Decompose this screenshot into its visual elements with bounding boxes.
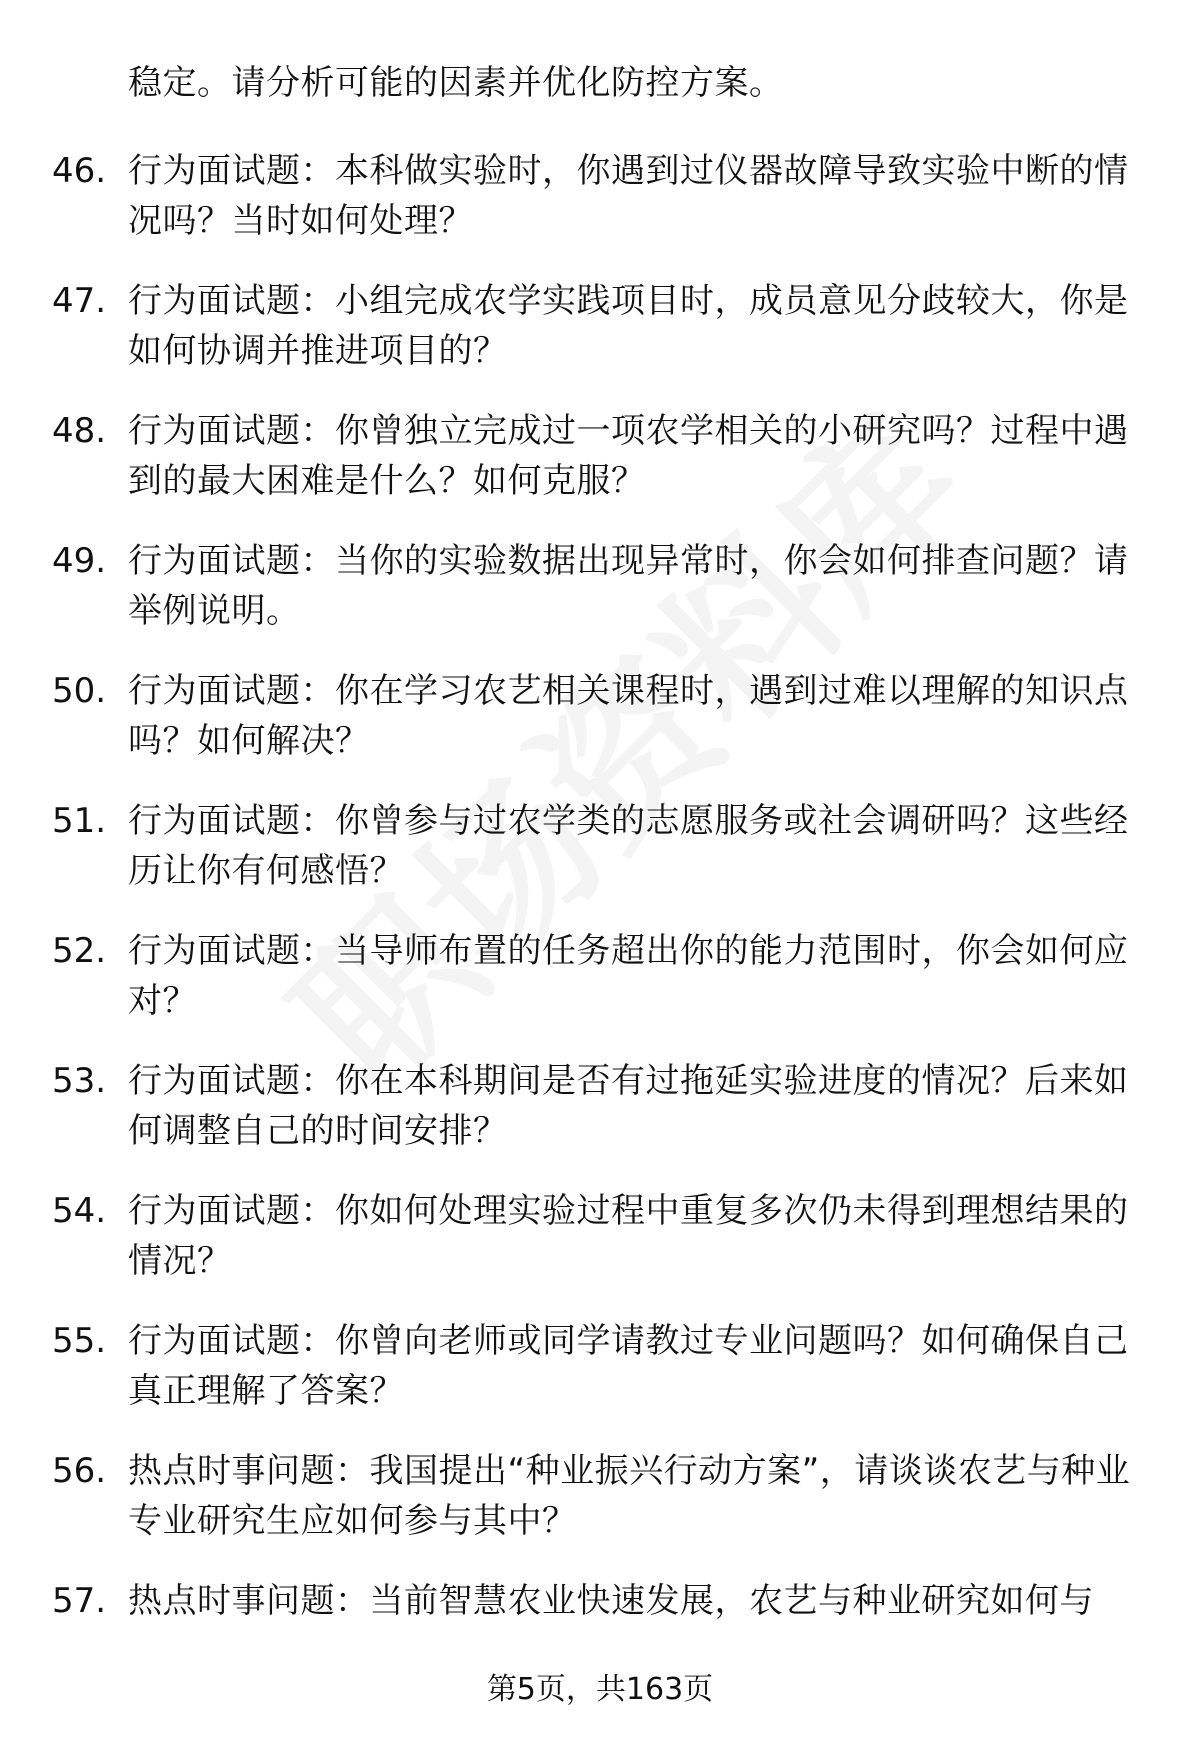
question-text: 热点时事问题：我国提出“种业振兴行动方案”，请谈谈农艺与种业专业研究生应如何参与其中？: [128, 1451, 1131, 1541]
question-number: 47.: [52, 281, 107, 321]
question-item-55: [0, 1316, 1200, 1446]
question-item-48: [0, 406, 1200, 536]
question-item-50: [0, 666, 1200, 796]
question-text: 行为面试题：你如何处理实验过程中重复多次仍未得到理想结果的情况？: [128, 1191, 1129, 1281]
question-number: 57.: [52, 1581, 107, 1621]
question-number: 49.: [52, 541, 107, 581]
page-footer: 第5页，共163页: [486, 1672, 714, 1707]
question-text: 行为面试题：你曾向老师或同学请教过专业问题吗？如何确保自己真正理解了答案？: [128, 1321, 1129, 1411]
question-number: 46.: [52, 151, 107, 191]
question-text: 行为面试题：你在本科期间是否有过拖延实验进度的情况？后来如何调整自己的时间安排？: [128, 1061, 1129, 1151]
question-text: 行为面试题：你曾参与过农学类的志愿服务或社会调研吗？这些经历让你有何感悟？: [128, 801, 1129, 891]
question-text: 行为面试题：你在学习农艺相关课程时，遇到过难以理解的知识点吗？如何解决？: [128, 671, 1129, 761]
question-text: 行为面试题：当导师布置的任务超出你的能力范围时，你会如何应对？: [128, 931, 1129, 1021]
question-text: 行为面试题：你曾独立完成过一项农学相关的小研究吗？过程中遇到的最大困难是什么？如何克服？: [128, 411, 1129, 501]
question-item-52: [0, 926, 1200, 1056]
question-number: 48.: [52, 411, 107, 451]
question-text: 热点时事问题：当前智慧农业快速发展，农艺与种业研究如何与: [128, 1581, 1094, 1621]
question-number: 51.: [52, 801, 107, 841]
question-text: 行为面试题：本科做实验时，你遇到过仪器故障导致实验中断的情况吗？当时如何处理？: [128, 151, 1129, 241]
question-item-47: [0, 276, 1200, 406]
question-number: 55.: [52, 1321, 107, 1361]
question-item-51: [0, 796, 1200, 926]
question-item-46: [0, 146, 1200, 276]
question-item-49: [0, 536, 1200, 666]
question-text: 行为面试题：当你的实验数据出现异常时，你会如何排查问题？请举例说明。: [128, 541, 1129, 631]
question-item-56: [0, 1446, 1200, 1576]
question-number: 56.: [52, 1451, 107, 1491]
question-number: 52.: [52, 931, 107, 971]
question-text: 行为面试题：小组完成农学实践项目时，成员意见分歧较大，你是如何协调并推进项目的？: [128, 281, 1129, 371]
question-item-53: [0, 1056, 1200, 1186]
question-number: 50.: [52, 671, 107, 711]
question-number: 54.: [52, 1191, 107, 1231]
continuation-text: 稳定。请分析可能的因素并优化防控方案。: [128, 63, 784, 103]
question-list: [0, 146, 1200, 1706]
question-number: 53.: [52, 1061, 107, 1101]
question-item-54: [0, 1186, 1200, 1316]
